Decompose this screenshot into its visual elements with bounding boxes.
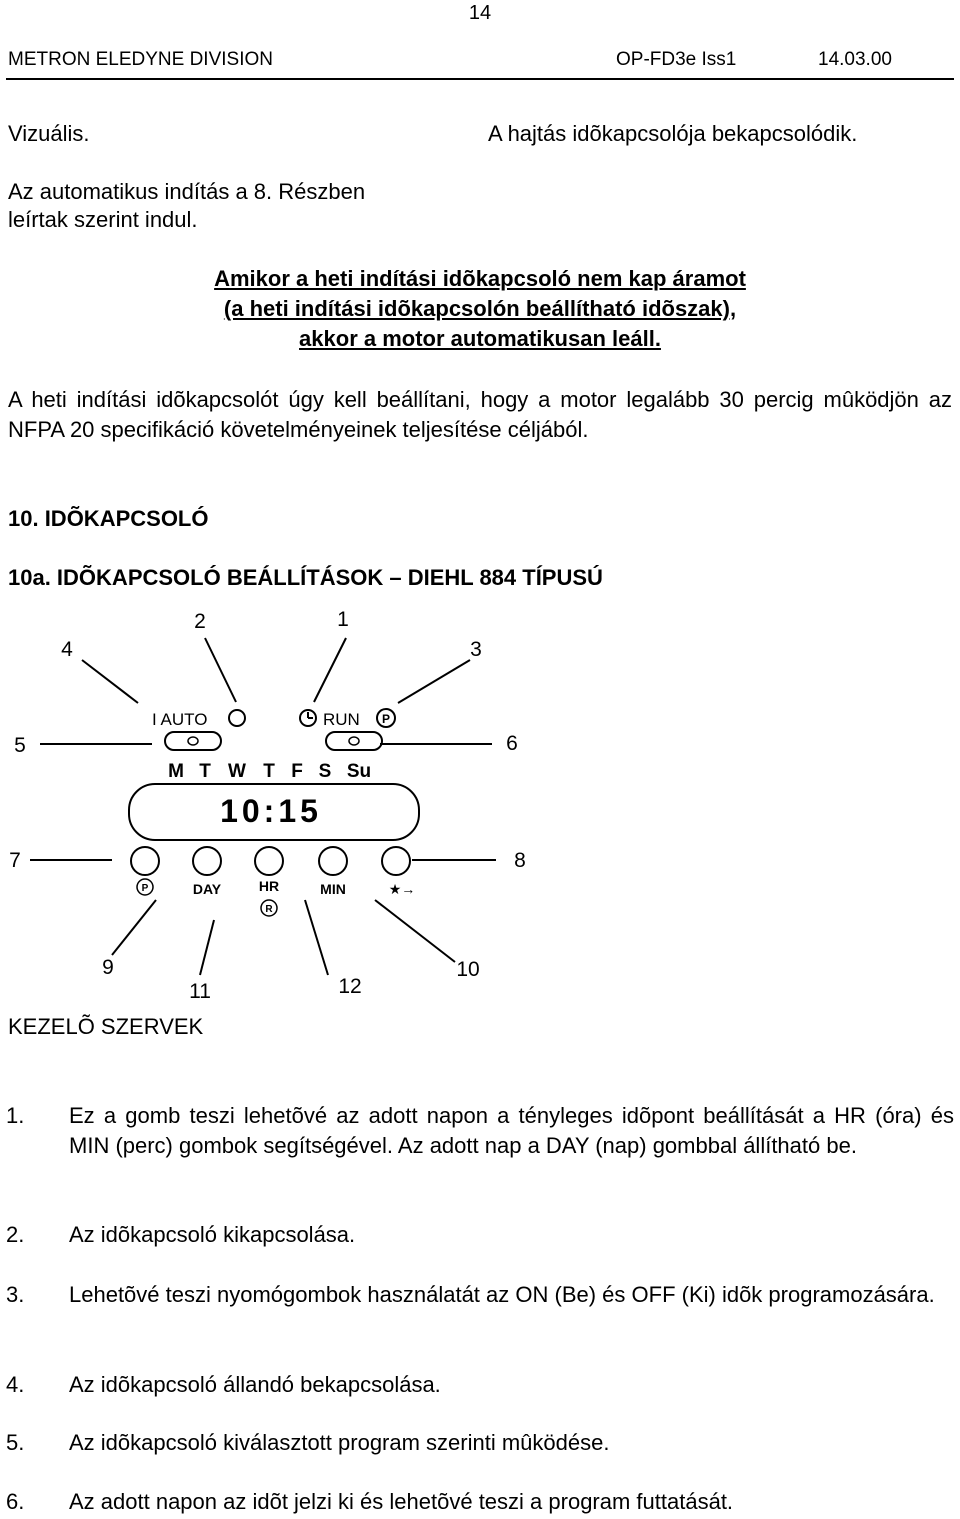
leader-line-9 [112,900,156,955]
list-item [6,1280,954,1310]
auto-start-line2: leírtak szerint indul. [8,207,198,232]
list-item-text: Az idõkapcsoló kikapcsolása. [69,1222,356,1247]
day-wednesday: W [228,761,246,782]
auto-indicator [229,710,245,726]
list-item [6,1370,954,1400]
header-rule [6,78,954,80]
advance-button-label: ★→ [388,881,416,897]
callout-4: 4 [61,638,73,661]
list-item [6,1220,954,1250]
hour-button-label: HR [258,878,280,894]
list-item-text: Az idõkapcsoló kiválasztott program szerinti mûködése. [69,1430,610,1455]
list-item [6,1487,954,1517]
mode-switch-right[interactable] [326,732,382,750]
nfpa-paragraph: A heti indítási idõkapcsolót úgy kell beállítani, hogy a motor legalább 30 percig mûködjön az NFPA 20 specifikáció követelményeinek teljesítése céljából. [8,387,952,442]
page-number: 14 [468,2,492,24]
callout-2: 2 [194,610,206,633]
list-item-number: 5. [6,1430,25,1455]
callout-9: 9 [102,956,114,979]
header-company: METRON ELEDYNE DIVISION [8,49,273,70]
program-button[interactable] [131,847,159,875]
warning-line3: akkor a motor automatikusan leáll. [299,326,661,351]
list-item-text: Az adott napon az idõt jelzi ki és lehetõvé teszi a program futtatását. [69,1489,734,1514]
callout-10: 10 [456,958,480,981]
advance-button[interactable] [382,847,410,875]
reset-symbol: R [265,904,273,915]
callout-8: 8 [514,849,526,872]
hour-button[interactable] [255,847,283,875]
auto-start-line1: Az automatikus indítás a 8. Részben [8,179,366,204]
callout-11: 11 [189,980,211,1003]
auto-label: I AUTO [152,710,208,729]
clock-icon [300,710,316,726]
list-item-number: 2. [6,1222,25,1247]
warning-line1: Amikor a heti indítási idõkapcsoló nem kap áramot [214,266,746,291]
header-date: 14.03.00 [818,49,892,70]
timer-diagram [0,600,560,1010]
list-item-text: Ez a gomb teszi lehetõvé az adott napon a tényleges idõpont beállítását a HR (óra) és MIN (perc) gombok segítségével. Az adott nap a DAY (nap) gombbal állítható be. [69,1103,954,1158]
day-monday: M [168,761,184,782]
list-item-text: Az idõkapcsoló állandó bekapcsolása. [69,1372,441,1397]
callout-5: 5 [14,734,26,757]
program-symbol: P [381,712,391,726]
day-button-label: DAY [192,881,222,897]
callout-6: 6 [506,732,518,755]
day-tuesday: T [199,761,211,782]
leader-line-3 [398,660,470,703]
vizualis-result: A hajtás idõkapcsolója bekapcsolódik. [488,121,858,146]
list-item [6,1101,954,1161]
list-item [6,1428,954,1458]
leader-line-12 [305,900,328,975]
run-label: RUN [323,710,360,729]
list-item-number: 3. [6,1282,25,1307]
mode-switch-left[interactable] [165,732,221,750]
leader-line-11 [200,920,214,975]
section-heading-10: 10. IDÕKAPCSOLÓ [8,506,209,531]
day-saturday: S [318,761,332,782]
callout-12: 12 [338,975,362,998]
list-item-text: Lehetõvé teszi nyomógombok használatát az ON (Be) és OFF (Ki) idõk programozására. [69,1282,935,1307]
day-sunday: Su [346,761,372,782]
header-doc-id: OP-FD3e Iss1 [616,49,737,70]
warning-line2: (a heti indítási idõkapcsolón beállítható idõszak), [223,296,737,321]
callout-7: 7 [9,849,21,872]
controls-heading: KEZELÕ SZERVEK [8,1014,204,1039]
list-item-number: 4. [6,1372,25,1397]
leader-line-10 [375,900,455,962]
day-friday: F [291,761,303,782]
day-button[interactable] [193,847,221,875]
list-item-number: 1. [6,1103,25,1128]
program-button-symbol: P [141,883,149,894]
lcd-time: 10:15 [220,793,322,829]
callout-1: 1 [337,608,349,631]
minute-button[interactable] [319,847,347,875]
leader-line-4 [82,660,138,703]
section-heading-10a: 10a. IDÕKAPCSOLÓ BEÁLLÍTÁSOK – DIEHL 884 TÍPUSÚ [8,565,603,590]
leader-line-2 [205,638,236,702]
callout-3: 3 [470,638,482,661]
list-item-number: 6. [6,1489,25,1514]
day-thursday: T [263,761,275,782]
leader-line-1 [314,638,346,702]
minute-button-label: MIN [320,881,346,897]
vizualis-label: Vizuális. [8,121,90,146]
